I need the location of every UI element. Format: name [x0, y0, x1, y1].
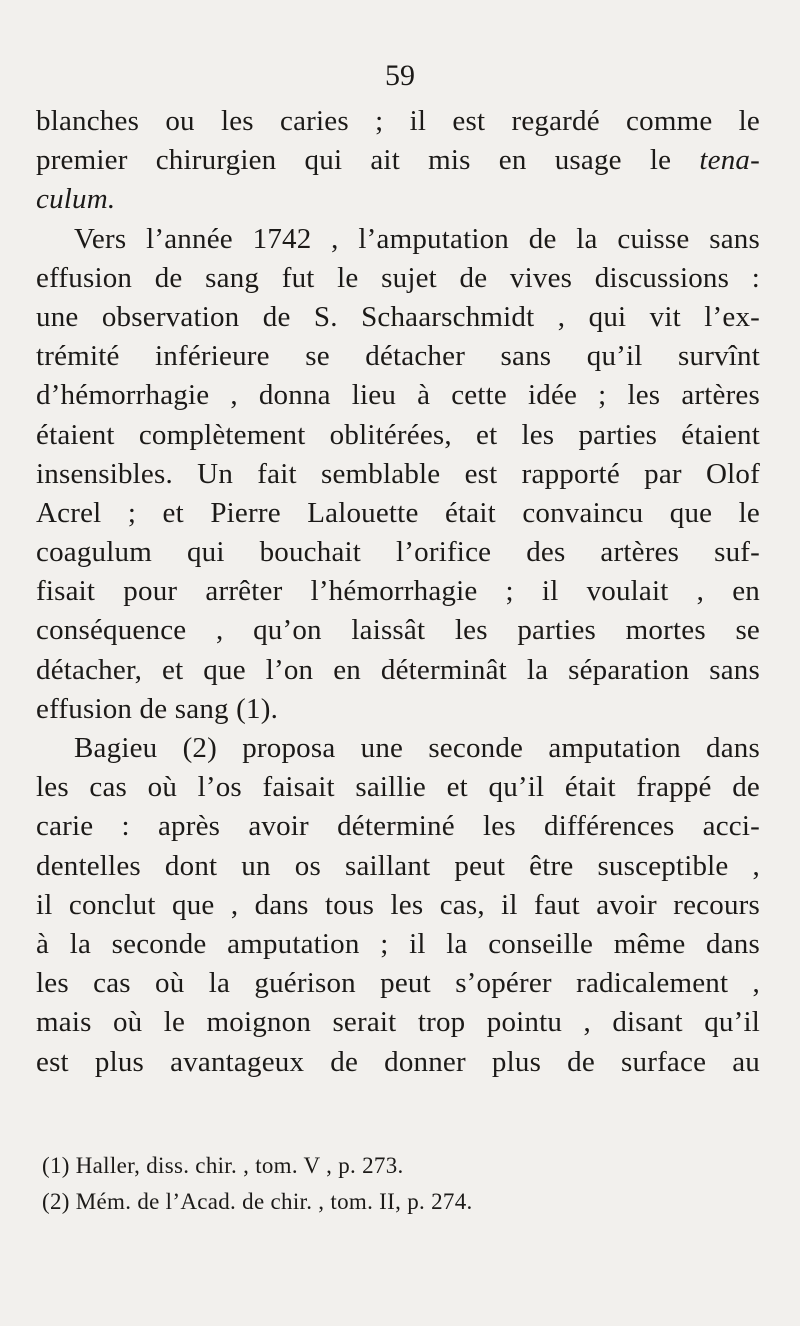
text-line: Acrel ; et Pierre Lalouette était convaincu que le: [36, 496, 760, 529]
text-line: détacher, et que l’on en déterminât la séparation sans: [36, 653, 760, 686]
footnotes: [42, 1148, 742, 1220]
text-line: étaient complètement oblitérées, et les parties étaient: [36, 418, 760, 451]
text-line: mais où le moignon serait trop pointu , disant qu’il: [36, 1006, 760, 1039]
text-line: coagulum qui bouchait l’orifice des artères suf-: [36, 536, 760, 569]
italic-term: culum.: [36, 183, 116, 216]
text-line: dentelles dont un os saillant peut être susceptible ,: [36, 849, 760, 882]
text-line: Bagieu (2) proposa une seconde amputation dans: [74, 732, 760, 764]
text-line: insensibles. Un fait semblable est rapporté par Olof: [36, 457, 760, 490]
footnote: (2) Mém. de l’Acad. de chir. , tom. II, p. 274.: [42, 1189, 473, 1214]
text-line: est plus avantageux de donner plus de surface au: [36, 1045, 760, 1078]
text-line: Vers l’année 1742 , l’amputation de la cuisse sans: [74, 222, 760, 255]
text-line: d’hémorrhagie , donna lieu à cette idée ; les artères: [36, 379, 760, 412]
text-line: les cas où l’os faisait saillie et qu’il était frappé de: [36, 771, 760, 804]
text-line: [36, 141, 760, 180]
body-text: [36, 102, 760, 1082]
footnote: (1) Haller, diss. chir. , tom. V , p. 273.: [42, 1153, 404, 1178]
italic-term: tena-: [699, 144, 760, 177]
text-line: une observation de S. Schaarschmidt , qui vit l’ex-: [36, 300, 760, 333]
text-line-segment: premier chirurgien qui ait mis en usage le: [36, 144, 672, 177]
page-number: 59: [385, 59, 415, 92]
text-line: [36, 180, 760, 219]
text-line: les cas où la guérison peut s’opérer radicalement ,: [36, 967, 760, 1000]
text-line: blanches ou les caries ; il est regardé comme le: [36, 105, 760, 137]
text-line: à la seconde amputation ; il la conseille même dans: [36, 927, 760, 960]
text-line: conséquence , qu’on laissât les parties mortes se: [36, 614, 760, 647]
text-line: effusion de sang (1).: [36, 692, 279, 725]
text-line: effusion de sang fut le sujet de vives discussions :: [36, 261, 760, 294]
text-line: trémité inférieure se détacher sans qu’il survînt: [36, 340, 760, 373]
text-line: fisait pour arrêter l’hémorrhagie ; il voulait , en: [36, 575, 760, 608]
text-line: il conclut que , dans tous les cas, il faut avoir recours: [36, 888, 760, 921]
text-line: carie : après avoir déterminé les différences acci-: [36, 810, 760, 843]
